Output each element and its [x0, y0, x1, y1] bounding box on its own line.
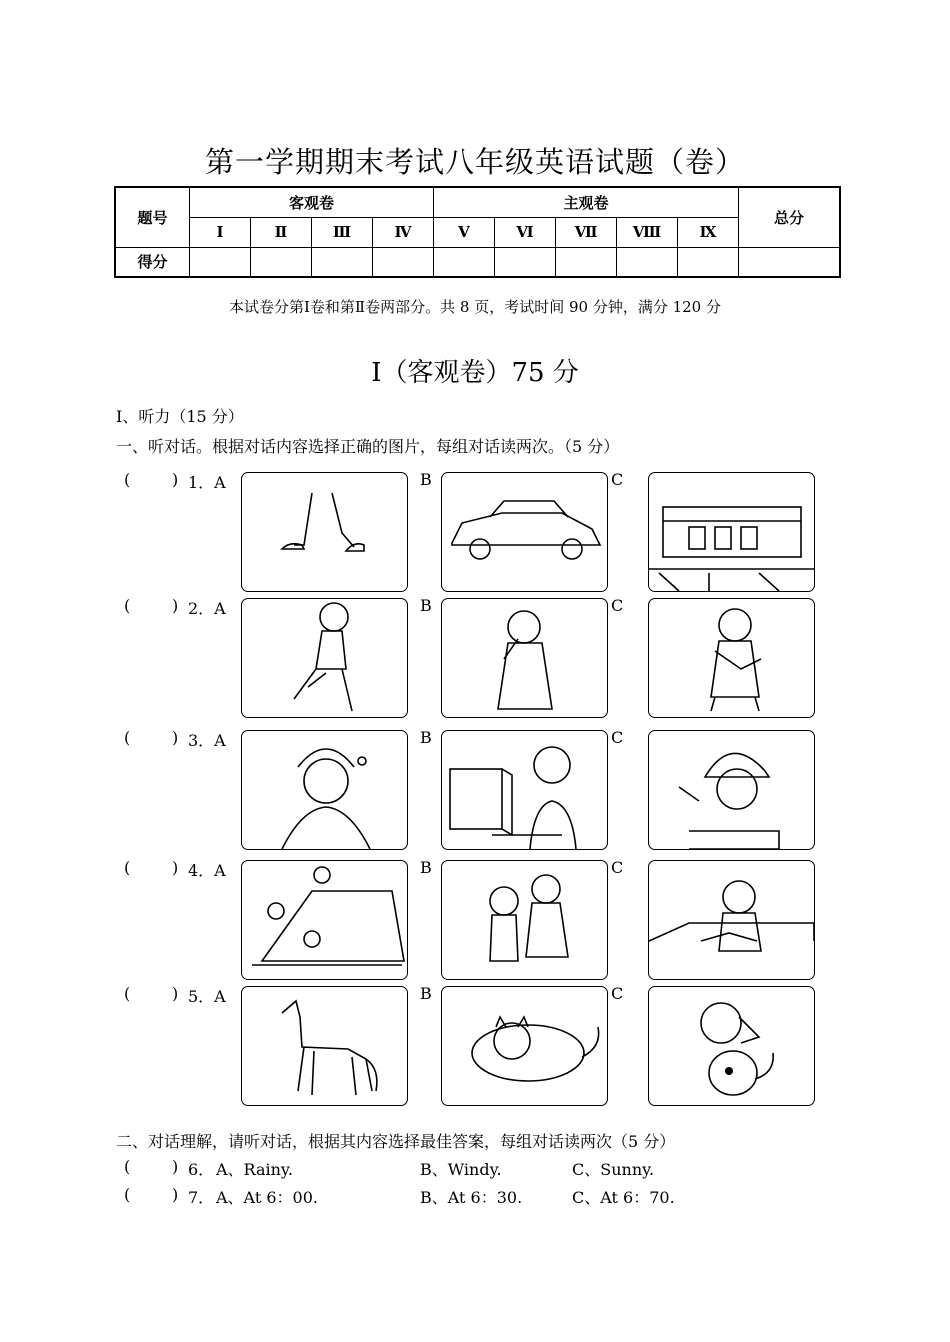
col-3: Ⅲ	[312, 217, 373, 247]
option-a[interactable]: A、Rainy.	[216, 1160, 293, 1179]
col-6: Ⅵ	[495, 217, 556, 247]
score-cell[interactable]	[434, 247, 495, 277]
score-cell[interactable]	[373, 247, 434, 277]
page-title: 第一学期期末考试八年级英语试题（卷）	[204, 145, 745, 179]
score-cell[interactable]	[251, 247, 312, 277]
option-c-label[interactable]: C	[611, 596, 624, 615]
dog-icon[interactable]	[648, 986, 815, 1106]
score-cell[interactable]	[617, 247, 678, 277]
score-cell[interactable]	[556, 247, 617, 277]
woman-in-helmet-icon[interactable]	[648, 730, 815, 850]
option-b[interactable]: B、At 6：30.	[420, 1188, 523, 1207]
row-header-score: 得分	[115, 247, 190, 277]
answer-paren-close: )	[172, 470, 179, 489]
answer-paren-close: )	[172, 596, 179, 615]
answer-paren-close: )	[172, 984, 179, 1003]
task2-instruction: 二、对话理解，请听对话，根据其内容选择最佳答案，每组对话读两次（5 分）	[116, 1132, 676, 1151]
answer-paren-open: (	[124, 1157, 131, 1176]
option-c-label[interactable]: C	[611, 984, 624, 1003]
col-9: Ⅸ	[678, 217, 739, 247]
answer-paren-open: (	[124, 984, 131, 1003]
answer-paren-close: )	[172, 1185, 179, 1204]
walking-legs-icon[interactable]	[241, 472, 408, 592]
answer-paren-open: (	[124, 1185, 131, 1204]
col-4: Ⅳ	[373, 217, 434, 247]
boy-girl-playing-icon[interactable]	[441, 860, 608, 980]
section-title: Ⅰ（客观卷）75 分	[371, 358, 579, 388]
question-number-option-a[interactable]: 4．A	[188, 861, 226, 880]
score-cell[interactable]	[190, 247, 251, 277]
question-number-option-a[interactable]: 5．A	[188, 987, 226, 1006]
woman-ornate-hair-icon[interactable]	[241, 730, 408, 850]
answer-paren-close: )	[172, 858, 179, 877]
option-c-label[interactable]: C	[611, 858, 624, 877]
answer-paren-open: (	[124, 858, 131, 877]
score-cell[interactable]	[678, 247, 739, 277]
col-7: Ⅶ	[556, 217, 617, 247]
option-c-label[interactable]: C	[611, 470, 624, 489]
girl-reading-icon[interactable]	[648, 860, 815, 980]
score-cell[interactable]	[312, 247, 373, 277]
col-2: Ⅱ	[251, 217, 312, 247]
answer-paren-open: (	[124, 470, 131, 489]
cat-icon[interactable]	[441, 986, 608, 1106]
question-number-option-a[interactable]: 2．A	[188, 599, 226, 618]
car-icon[interactable]	[441, 472, 608, 592]
group-subjective: 主观卷	[434, 187, 739, 217]
option-a[interactable]: A、At 6：00.	[216, 1188, 318, 1207]
group-objective: 客观卷	[190, 187, 434, 217]
option-c[interactable]: C、At 6：70.	[572, 1188, 675, 1207]
boy-holding-neck-icon[interactable]	[441, 598, 608, 718]
col-5: Ⅴ	[434, 217, 495, 247]
part-listening: Ⅰ、听力（15 分）	[116, 407, 244, 426]
score-cell-total[interactable]	[739, 247, 841, 277]
col-1: Ⅰ	[190, 217, 251, 247]
answer-paren-close: )	[172, 728, 179, 747]
horse-icon[interactable]	[241, 986, 408, 1106]
exam-note: 本试卷分第Ⅰ卷和第Ⅱ卷两部分。共 8 页，考试时间 90 分钟，满分 120 分	[229, 298, 721, 316]
option-b-label[interactable]: B	[420, 596, 432, 615]
boy-holding-leg-icon[interactable]	[241, 598, 408, 718]
train-icon[interactable]	[648, 472, 815, 592]
row-header-question-number: 题号	[115, 187, 190, 247]
col-8: Ⅷ	[617, 217, 678, 247]
boy-holding-arm-icon[interactable]	[648, 598, 815, 718]
option-b-label[interactable]: B	[420, 470, 432, 489]
woman-at-computer-icon[interactable]	[441, 730, 608, 850]
option-c-label[interactable]: C	[611, 728, 624, 747]
answer-paren-close: )	[172, 1157, 179, 1176]
answer-paren-open: (	[124, 596, 131, 615]
question-number: 6．	[188, 1160, 215, 1179]
question-number: 7．	[188, 1188, 215, 1207]
score-cell[interactable]	[495, 247, 556, 277]
option-b-label[interactable]: B	[420, 858, 432, 877]
score-table	[114, 186, 841, 278]
total-header: 总分	[739, 187, 841, 247]
question-number-option-a[interactable]: 3．A	[188, 731, 226, 750]
option-c[interactable]: C、Sunny.	[572, 1160, 655, 1179]
question-number-option-a[interactable]: 1．A	[188, 473, 226, 492]
answer-paren-open: (	[124, 728, 131, 747]
option-b[interactable]: B、Windy.	[420, 1160, 502, 1179]
task1-instruction: 一、听对话。根据对话内容选择正确的图片，每组对话读两次。（5 分）	[116, 437, 620, 456]
children-camping-icon[interactable]	[241, 860, 408, 980]
option-b-label[interactable]: B	[420, 984, 432, 1003]
option-b-label[interactable]: B	[420, 728, 432, 747]
